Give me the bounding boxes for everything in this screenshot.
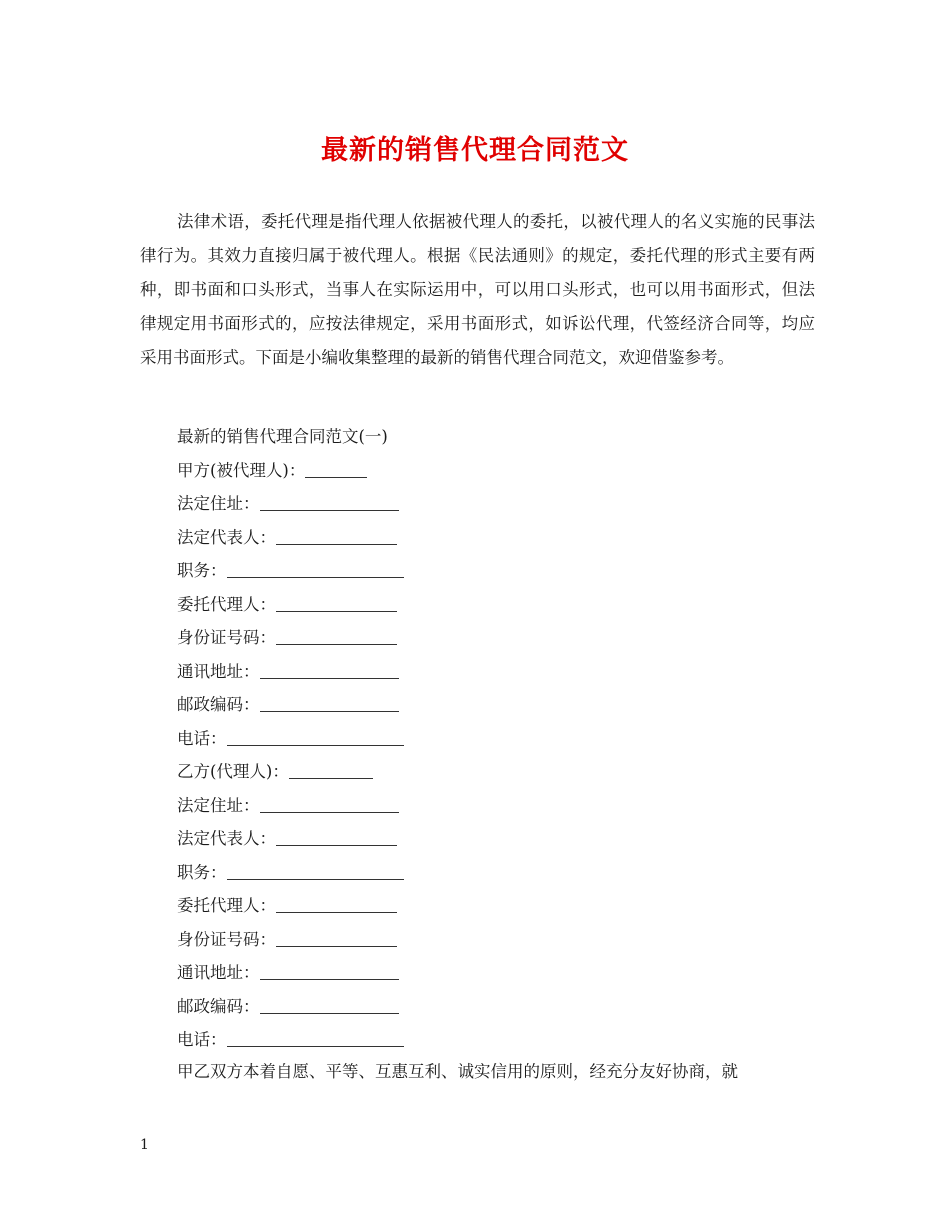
field-label: 身份证号码： xyxy=(177,929,276,949)
party-b-field xyxy=(177,822,817,856)
field-label: 电话： xyxy=(177,728,227,748)
field-label: 通讯地址： xyxy=(177,963,260,982)
party-a-field xyxy=(177,655,817,689)
party-a-field xyxy=(177,521,817,555)
blank-line xyxy=(260,660,399,679)
blank-line xyxy=(260,794,399,813)
section-heading: 最新的销售代理合同范文(一) xyxy=(177,427,388,446)
blank-line xyxy=(260,961,399,980)
party-b-line xyxy=(177,755,817,789)
blank-line xyxy=(305,459,367,478)
party-b-field xyxy=(177,889,817,923)
party-a-field xyxy=(177,688,817,722)
field-label: 法定住址： xyxy=(177,795,260,815)
field-label: 委托代理人： xyxy=(177,896,276,915)
party-a-field xyxy=(177,722,817,756)
blank-line xyxy=(276,526,397,545)
blank-line xyxy=(227,861,404,880)
blank-line xyxy=(260,995,399,1014)
party-a-field xyxy=(177,621,817,655)
field-label: 邮政编码： xyxy=(177,695,260,714)
party-b-label: 乙方(代理人)： xyxy=(177,762,289,781)
blank-line xyxy=(289,760,373,779)
closing-paragraph: 甲乙双方本着自愿、平等、互惠互利、诚实信用的原则，经充分友好协商，就 xyxy=(177,1062,738,1081)
intro-paragraph: 法律术语，委托代理是指代理人依据被代理人的委托，以被代理人的名义实施的民事法律行为。其效力直接归属于被代理人。根据《民法通则》的规定，委托代理的形式主要有两种，即书面和口头形式，当事人在实际运用中，可以用口头形式，也可以用书面形式，但法律规定用书面形式的，应按法律规定，采用书面形式，如诉讼代理，代签经济合同等，均应采用书面形式。下面是小编收集整理的最新的销售代理合同范文，欢迎借鉴参考。 xyxy=(140,212,815,367)
field-label: 法定住址： xyxy=(177,494,260,513)
blank-line xyxy=(260,693,399,712)
party-a-field xyxy=(177,588,817,622)
field-label: 通讯地址： xyxy=(177,661,260,681)
field-label: 职务： xyxy=(177,561,227,580)
party-a-field xyxy=(177,487,817,521)
blank-line xyxy=(276,894,397,913)
party-b-field xyxy=(177,856,817,890)
blank-line xyxy=(260,492,399,511)
party-a-field xyxy=(177,554,817,588)
page-number: 1 xyxy=(140,1137,149,1153)
party-a-label: 甲方(被代理人)： xyxy=(177,460,306,480)
field-label: 电话： xyxy=(177,1030,227,1049)
field-label: 法定代表人： xyxy=(177,829,276,848)
party-b-field xyxy=(177,923,817,957)
blank-line xyxy=(276,593,397,612)
blank-line xyxy=(227,727,404,746)
party-b-field xyxy=(177,1023,817,1057)
field-label: 身份证号码： xyxy=(177,628,276,647)
field-label: 委托代理人： xyxy=(177,594,276,614)
document-title: 最新的销售代理合同范文 xyxy=(321,135,629,166)
blank-line xyxy=(227,1028,404,1047)
party-a-line xyxy=(177,454,817,488)
blank-line xyxy=(276,626,397,645)
blank-line xyxy=(227,559,404,578)
blank-line xyxy=(276,928,397,947)
field-label: 邮政编码： xyxy=(177,996,260,1016)
field-label: 职务： xyxy=(177,862,227,882)
party-b-field xyxy=(177,990,817,1024)
blank-line xyxy=(276,827,397,846)
party-b-field xyxy=(177,789,817,823)
field-label: 法定代表人： xyxy=(177,527,276,547)
party-b-field xyxy=(177,956,817,990)
contract-fields xyxy=(177,420,817,1057)
